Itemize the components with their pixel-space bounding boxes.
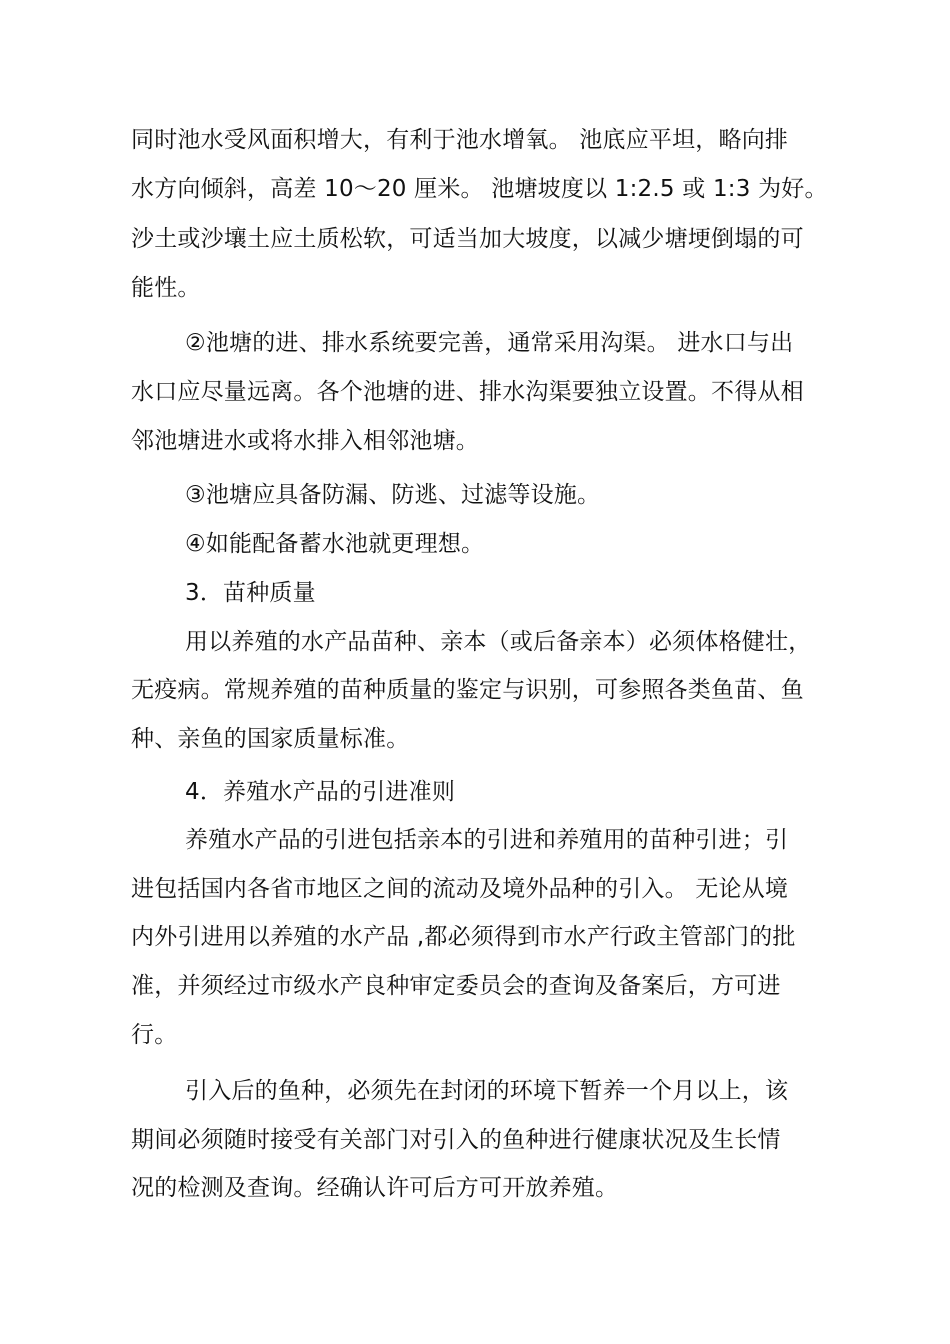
text-line: 邻池塘进水或将水排入相邻池塘。	[131, 428, 479, 454]
text-line: 能性。	[131, 275, 201, 301]
text-line: 水方向倾斜，高差 10～20 厘米。 池塘坡度以 1:2.5 或 1:3 为好。	[131, 176, 828, 202]
section-heading: 3．苗种质量	[185, 580, 316, 606]
text-line: 期间必须随时接受有关部门对引入的鱼种进行健康状况及生长情	[131, 1127, 781, 1153]
text-line: 内外引进用以养殖的水产品 ,都必须得到市水产行政主管部门的批	[131, 924, 796, 950]
section-heading: 4．养殖水产品的引进准则	[185, 779, 456, 805]
text-line: 沙土或沙壤土应土质松软，可适当加大坡度，以减少塘埂倒塌的可	[131, 226, 804, 252]
text-line: 行。	[131, 1022, 178, 1048]
text-line: ②池塘的进、排水系统要完善，通常采用沟渠。 进水口与出	[185, 330, 794, 356]
text-line: 用以养殖的水产品苗种、亲本（或后备亲本）必须体格健壮，	[185, 629, 812, 655]
text-line: 无疫病。常规养殖的苗种质量的鉴定与识别，可参照各类鱼苗、鱼	[131, 677, 804, 703]
text-line: 进包括国内各省市地区之间的流动及境外品种的引入。 无论从境	[131, 876, 789, 902]
text-line: ③池塘应具备防漏、防逃、过滤等设施。	[185, 482, 601, 508]
text-line: 水口应尽量远离。各个池塘的进、排水沟渠要独立设置。不得从相	[131, 379, 804, 405]
text-line: ④如能配备蓄水池就更理想。	[185, 531, 485, 557]
text-line: 养殖水产品的引进包括亲本的引进和养殖用的苗种引进；引	[185, 827, 789, 853]
text-line: 同时池水受风面积增大，有利于池水增氧。 池底应平坦，略向排	[131, 127, 789, 153]
text-line: 准，并须经过市级水产良种审定委员会的查询及备案后，方可进	[131, 973, 781, 999]
text-line: 引入后的鱼种，必须先在封闭的环境下暂养一个月以上，该	[185, 1078, 789, 1104]
text-line: 况的检测及查询。经确认许可后方可开放养殖。	[131, 1175, 619, 1201]
text-line: 种、亲鱼的国家质量标准。	[131, 726, 410, 752]
